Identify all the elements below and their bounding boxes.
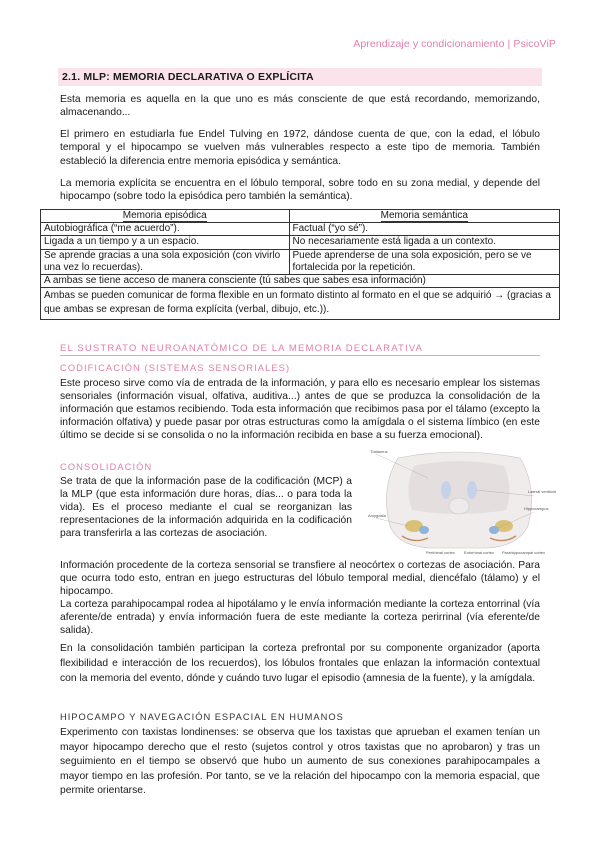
hippocampus-heading: HIPOCAMPO Y NAVEGACIÓN ESPACIAL EN HUMANOS	[60, 712, 344, 722]
consolidation-paragraph-4: En la consolidación también participan la corteza prefrontal por su componente organizador (aporta flexibilidad e interacción de los recuerdos), los lóbulos frontales que enlazan la información contextual con la memoria del evento, dónde y cuándo tuvo lugar el episodio (amnesia de la fuente), y la amígdala.	[60, 643, 540, 684]
consolidation-paragraph-3: La corteza parahipocampal rodea al hipotálamo y le envía información mediante la corteza entorrinal (vía aferente/de entrada) y envía información fuera de este mediante la corteza perirrinal (vía eferente/de salida).	[60, 599, 540, 636]
intro-paragraph-2: El primero en estudiarla fue Endel Tulving en 1972, dándose cuenta de que, con la edad, el lóbulo temporal y el hipocampo se vuelven más vulnerables respecto a este tipo de memoria. También estableció la diferencia entre memoria episódica y semántica.	[60, 129, 540, 167]
figure-label-hippocampus: Hippocampus	[524, 506, 549, 511]
table-cell: Ambas se pueden comunicar de forma flexible en un formato distinto al formato en el que se adquirió → (gracias a que ambas se expresan de forma explícita (verbal, dibujo, etc.)).	[41, 288, 560, 320]
intro-paragraph-1: Esta memoria es aquella en la que uno es más consciente de que está recordando, memorizando, almacenando...	[60, 94, 540, 119]
substrate-heading: EL SUSTRATO NEUROANATÓMICO DE LA MEMORIA DECLARATIVA	[60, 343, 424, 354]
figure-label-entorhinal: Entorhinal cortex	[464, 550, 495, 555]
intro-paragraph-3: La memoria explícita se encuentra en el lóbulo temporal, sobre todo en su zona medial, y depende del hipocampo (sobre todo la episódica pero también la semántica).	[60, 178, 540, 203]
figure-label-amygdala: Amygdala	[368, 513, 386, 518]
table-row	[41, 236, 560, 249]
brain-section-figure	[368, 448, 557, 556]
consolidation-heading: CONSOLIDACIÓN	[60, 462, 153, 472]
table-header-row	[41, 210, 560, 223]
table-row	[41, 249, 560, 274]
hippocampus-paragraph: Experimento con taxistas londinenses: se observa que los taxistas que aprueban el examen tenían un mayor hipocampo derecho que el resto (sujetos control y otros taxistas que no aprobaron) y tras un seguimiento en el tiempo se observó que hubo un aumento de sus conexiones parahipocampales a mayor tiempo en las profesión. Por tanto, se ve la relación del hipocampo con la memoria espacial, que permite orientarse.	[60, 727, 540, 797]
table-cell: Factual (“yo sé”).	[289, 223, 559, 236]
figure-label-ventricle: Lateral ventricle	[528, 489, 557, 494]
table-cell: Se aprende gracias a una sola exposición (con vivirlo una vez lo recuerdas).	[41, 249, 290, 274]
memory-comparison-table	[40, 209, 560, 320]
table-cell: No necesariamente está ligada a un contexto.	[289, 236, 559, 249]
figure-label-parahippocampal: Parahippocampal cortex	[502, 550, 546, 555]
heading-underline	[60, 355, 540, 356]
table-cell: Autobiográfica (“me acuerdo”).	[41, 223, 290, 236]
table-cell: A ambas se tiene acceso de manera consciente (tú sabes que sabes esa información)	[41, 275, 560, 288]
table-header-semantic: Memoria semántica	[289, 210, 559, 223]
coding-paragraph: Este proceso sirve como vía de entrada de la información, y para ello es necesario emplear los sistemas sensoriales (información visual, olfativa, auditiva...) antes de que se produzca la consolidación de la información que estamos recibiendo. Toda esta información que recibimos pasa por el tálamo (excepto la información olfativa) y puede pasar por otras estructuras como la amígdala o el sistema límbico (en este último se decide si se consolida o no la información recibida en base a su fuerza emocional).	[60, 378, 540, 441]
consolidation-paragraph-2: Información procedente de la corteza sensorial se transfiere al neocórtex o cortezas de asociación. Para que ocurra todo esto, entran en juego estructuras del lóbulo temporal medial, diencéfalo (tálamo) y el hipocampo.	[60, 560, 540, 597]
coding-heading: CODIFICACIÓN (SISTEMAS SENSORIALES)	[60, 363, 291, 373]
table-row-shared	[41, 275, 560, 288]
table-cell: Ligada a un tiempo y a un espacio.	[41, 236, 290, 249]
consolidation-paragraph: Se trata de que la información pase de la codificación (MCP) a la MLP (que esta información dure horas, días... o para toda la vida). Es el proceso mediante el cual se reorganizan las representaciones de la información adquirida en la codificación para transferirla a las cortezas de asociación.	[60, 476, 352, 539]
figure-label-perirhinal: Perirhinal cortex	[426, 550, 455, 555]
figure-label-thalamus: Thalamus	[370, 449, 388, 454]
section-title: 2.1. MLP: MEMORIA DECLARATIVA O EXPLÍCITA	[58, 68, 542, 86]
table-row	[41, 223, 560, 236]
table-cell: Puede aprenderse de una sola exposición, pero se ve fortalecida por la repetición.	[289, 249, 559, 274]
page-header: Aprendizaje y condicionamiento | PsicoViP	[353, 38, 556, 50]
table-header-episodic: Memoria episódica	[41, 210, 290, 223]
table-row-shared	[41, 288, 560, 320]
